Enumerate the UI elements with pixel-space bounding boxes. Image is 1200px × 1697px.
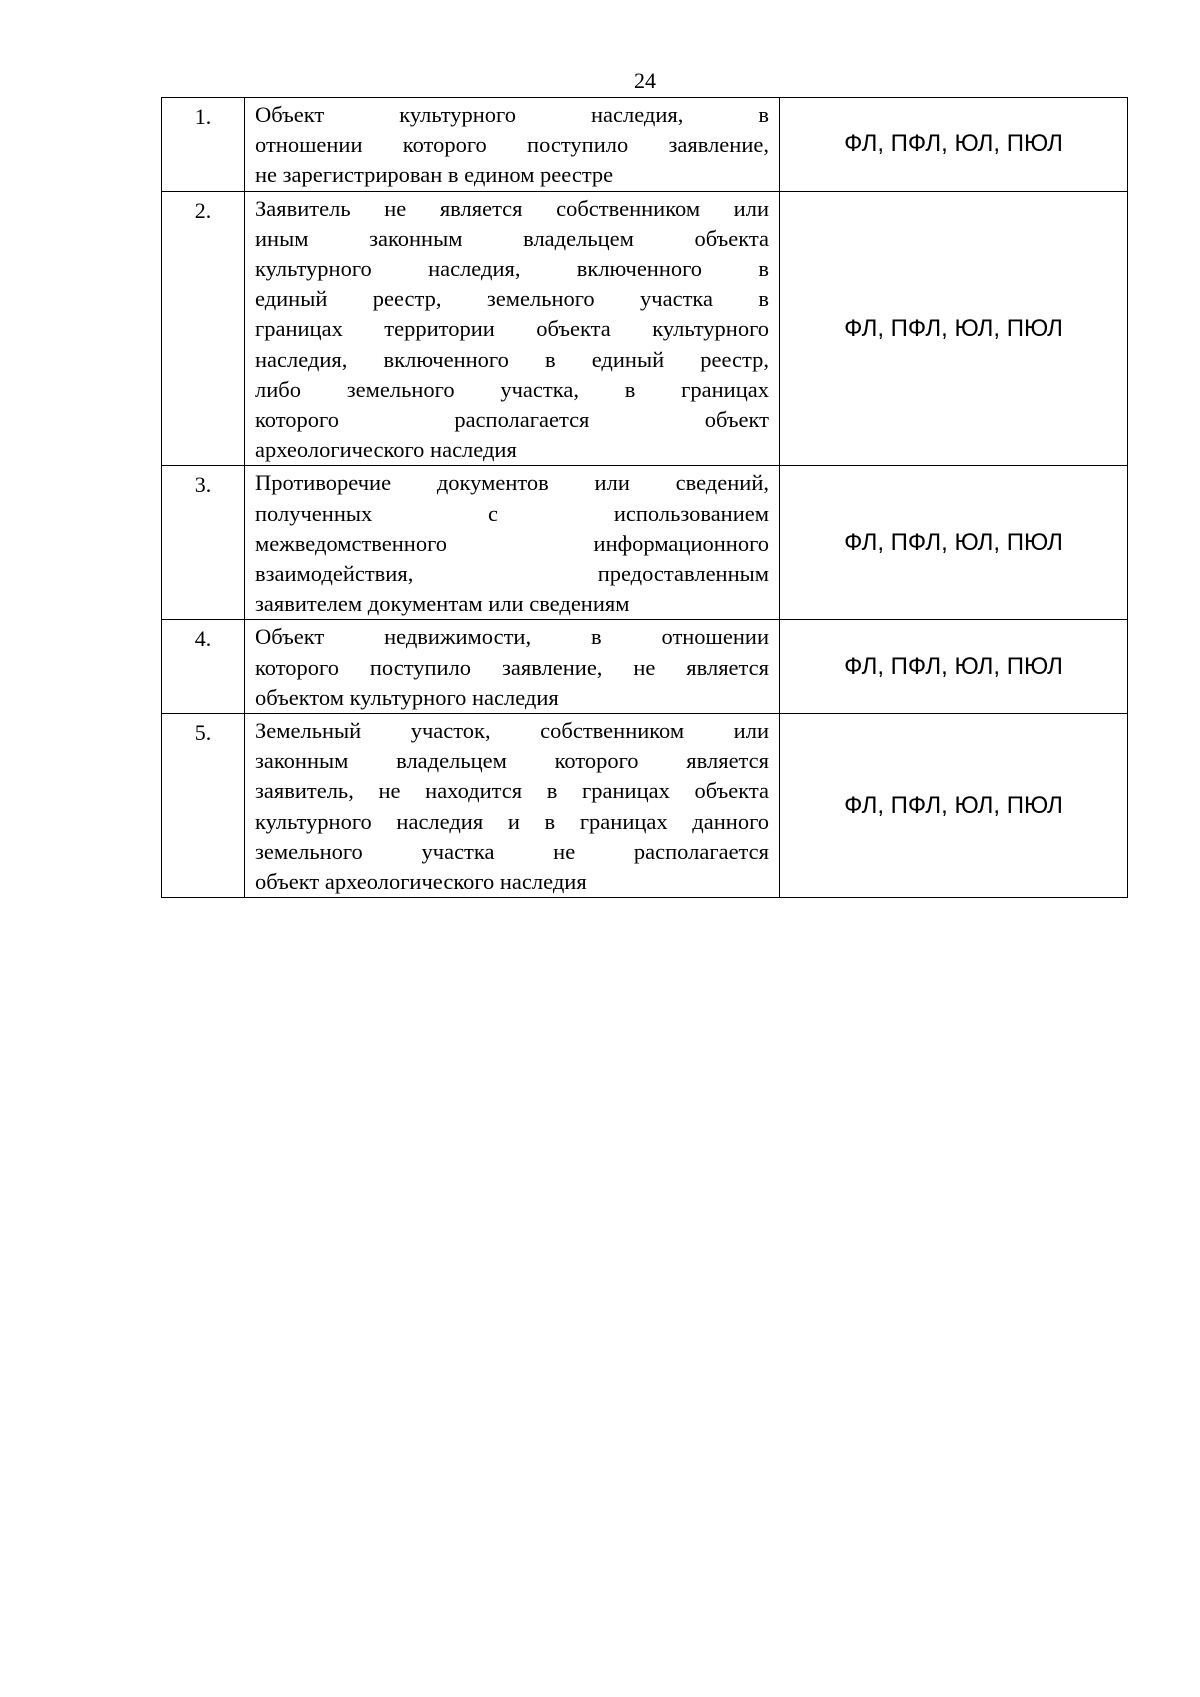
table-row (162, 466, 1128, 620)
description-line: культурного наследия, включенного в (255, 256, 769, 282)
description-line: либо земельного участка, в границах (255, 376, 769, 402)
row-number: 2. (162, 191, 245, 466)
row-number: 4. (162, 620, 245, 714)
description-line: не зарегистрирован в едином реестре (255, 162, 614, 188)
ground-description (245, 98, 780, 192)
description-line: культурного наследия и в границах данного (255, 808, 769, 834)
description-line: границах территории объекта культурного (255, 316, 769, 342)
applicant-category: ФЛ, ПФЛ, ЮЛ, ПЮЛ (780, 620, 1128, 714)
description-line: Земельный участок, собственником или (255, 718, 769, 744)
row-number: 5. (162, 714, 245, 898)
row-number: 3. (162, 466, 245, 620)
applicant-category: ФЛ, ПФЛ, ЮЛ, ПЮЛ (780, 191, 1128, 466)
description-line: отношении которого поступило заявление, (255, 132, 769, 158)
description-line: Объект культурного наследия, в (255, 102, 769, 127)
row-number: 1. (162, 98, 245, 192)
description-line: заявителем документам или сведениям (255, 591, 630, 617)
applicant-category: ФЛ, ПФЛ, ЮЛ, ПЮЛ (780, 98, 1128, 192)
description-line: взаимодействия, предоставленным (255, 561, 769, 587)
table-row (162, 620, 1128, 714)
description-line: которого располагается объект (255, 407, 769, 433)
table-row (162, 98, 1128, 192)
applicant-category: ФЛ, ПФЛ, ЮЛ, ПЮЛ (780, 714, 1128, 898)
description-line: единый реестр, земельного участка в (255, 286, 769, 312)
ground-description (245, 620, 780, 714)
page-number: 24 (634, 68, 656, 93)
description-line: Противоречие документов или сведений, (255, 470, 769, 496)
applicant-category: ФЛ, ПФЛ, ЮЛ, ПЮЛ (780, 466, 1128, 620)
ground-description (245, 466, 780, 620)
table-row (162, 714, 1128, 898)
description-line: объектом культурного наследия (255, 684, 559, 710)
description-line: наследия, включенного в единый реестр, (255, 346, 769, 372)
description-line: иным законным владельцем объекта (255, 225, 769, 251)
description-line: Объект недвижимости, в отношении (255, 624, 769, 650)
description-line: Заявитель не является собственником или (255, 195, 769, 221)
description-line: полученных с использованием (255, 500, 769, 526)
description-line: объект археологического наследия (255, 869, 587, 895)
description-line: законным владельцем которого является (255, 748, 769, 774)
description-line: археологического наследия (255, 437, 517, 463)
description-line: земельного участка не располагается (255, 838, 769, 864)
ground-description (245, 714, 780, 898)
description-line: межведомственного информационного (255, 530, 769, 556)
refusal-grounds-table (161, 97, 1128, 898)
table-row (162, 191, 1128, 466)
description-line: заявитель, не находится в границах объекта (255, 778, 769, 804)
ground-description (245, 191, 780, 466)
description-line: которого поступило заявление, не является (255, 654, 769, 680)
